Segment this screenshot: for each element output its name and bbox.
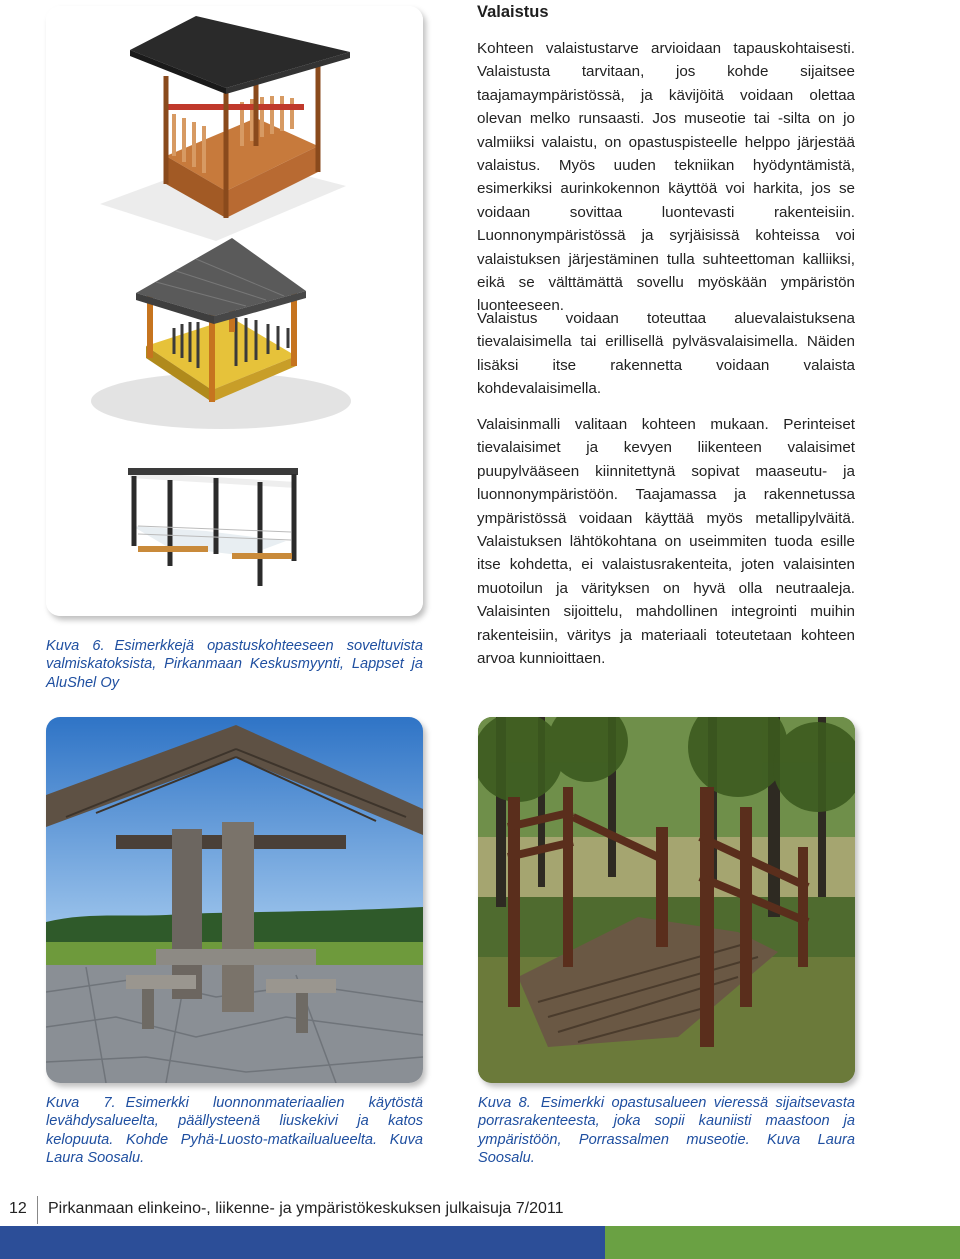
log-shelter-illustration <box>46 717 423 1083</box>
shelter-renderings-illustration <box>46 6 423 616</box>
page-number: 12 <box>9 1200 27 1217</box>
footer-band-blue <box>0 1226 605 1259</box>
caption-text: Esimerkkejä opastuskohteeseen soveltuvista valmiskatoksista, Pirkanmaan Keskusmyynti, Lappset ja AluShel Oy <box>46 638 423 691</box>
wooden-stairs-photo <box>478 717 855 1083</box>
caption-kuva-8 <box>478 1094 855 1167</box>
caption-number: Kuva 8. <box>478 1095 531 1111</box>
paragraph-1: Kohteen valaistustarve arvioidaan tapauskohtaisesti. Valaistusta tarvitaan, jos kohde sijaitsee taajamaympäristössä, ja kävijöitä voidaan olettaa olevan melko runsaasti. Jos museotie tai -silta on jo valmiiksi valaistu, on opastuspisteelle helppo järjestää valaistus. Myös uuden tekniikan hyödyntämistä, esimerkiksi aurinkokennon käyttöä voi harkita, jos se voidaan sovittaa luontevasti rakenteisiin. Luonnonympäristössä ja syrjäisissä kohteissa voi valaistuksen järjestäminen tulla suhteettoman kalliiksi, eikä se välttämättä sovellu myöskään ympäristön luonteeseen. <box>477 40 855 315</box>
caption-kuva-6 <box>46 637 423 692</box>
paragraph-3: Valaisinmalli valitaan kohteen mukaan. Perinteiset tievalaisimet ja kevyen liikenteen valaisimet puupylvääseen kiinnitettynä sopivat maaseutu- ja luonnonympäristöön. Taajamassa ja rakennetussa ympäristössä voidaan käyttää myös metallipylväitä. Valaistuksen lähtökohtana on useimmiten tuoda esille itse kohdetta, ei valaistusrakenteita, joten valaisinten muotoilun ja värityksen on hyvä olla neutraaleja. Valaisinten sijoittelu, mahdollinen integrointi muihin rakenteisiin, väritys ja materiaali toteutetaan kohteen arvoa kunnioittaen. <box>477 416 855 668</box>
wooden-stairs-illustration <box>478 717 855 1083</box>
caption-text: Esimerkki opastusalueen vieressä sijaitsevasta porrasrakenteesta, joka sopii kauniisti maastoon ja ympäristöön, Porrassalmen museotie. Kuva Laura Soosalu. <box>478 1095 855 1166</box>
publication-title: Pirkanmaan elinkeino-, liikenne- ja ympäristökeskuksen julkaisuja 7/2011 <box>48 1200 564 1217</box>
paragraph-2: Valaistus voidaan toteuttaa aluevalaistuksena tievalaisimella tai erillisellä pylväsvalaisimella. Näiden lisäksi itse rakennetta voidaan valaista kohdevalaisimella. <box>477 310 855 398</box>
footer-divider <box>37 1196 38 1224</box>
section-heading: Valaistus <box>477 3 549 21</box>
footer-band-green <box>605 1226 960 1259</box>
log-shelter-photo <box>46 717 423 1083</box>
caption-number: Kuva 6. <box>46 638 105 654</box>
shelter-renderings-image <box>46 6 423 616</box>
caption-text: Esimerkki luonnonmateriaalien käytöstä levähdysalueelta, päällysteenä liuskekivi ja katos kelopuuta. Kohde Pyhä-Luosto-matkailualueelta. Kuva Laura Soosalu. <box>46 1095 423 1166</box>
caption-kuva-7 <box>46 1094 423 1167</box>
caption-number: Kuva 7. <box>46 1095 116 1111</box>
